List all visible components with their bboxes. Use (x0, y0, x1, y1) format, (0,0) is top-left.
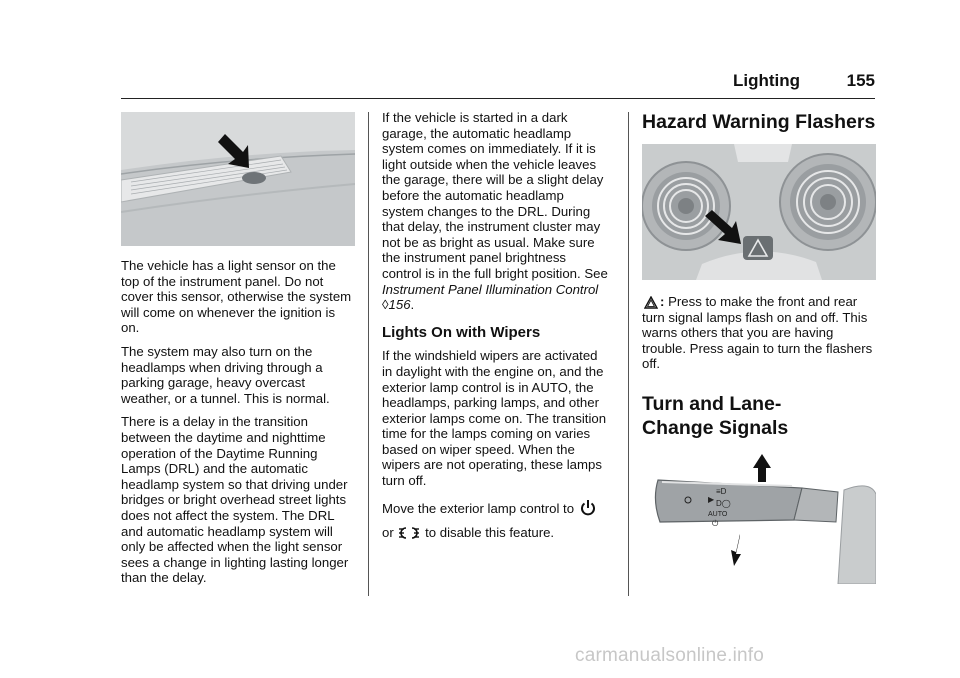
parking-lamps-icon (399, 526, 419, 540)
svg-text:▶: ▶ (708, 494, 715, 504)
page-number: 155 (846, 71, 875, 90)
hazard-button-figure (642, 144, 876, 280)
paragraph (382, 497, 608, 545)
paragraph-text: If the vehicle is started in a dark garage, the automatic headlamp system comes on immediately. If it is light outside when the vehicle leaves the garage, there will be a slight delay before the automatic headlamp system changes to the DRL. During that delay, the instrument cluster may not be as bright as usual. Make sure the instrument panel brightness control is in the full bright position. See (382, 110, 608, 281)
paragraph-text: Press to make the front and rear turn signal lamps flash on and off. This warns others that you are having trouble. Press again to turn the flashers off. (642, 294, 873, 372)
svg-text:≡D: ≡D (716, 486, 727, 496)
paragraph-text: to disable this feature. (425, 524, 555, 540)
column-divider (368, 112, 369, 596)
column-divider (628, 112, 629, 596)
column-2 (382, 110, 608, 553)
turn-signal-lever-figure (642, 450, 876, 584)
section-heading: Lights On with Wipers (382, 323, 541, 341)
header-title: Lighting (732, 71, 800, 90)
cross-reference-link[interactable]: Instrument Panel Illumination Control (382, 281, 599, 297)
paragraph-text: or (382, 524, 394, 540)
paragraph (642, 294, 876, 372)
watermark: carmanualsonline.info (575, 645, 765, 666)
auto-label: AUTO (708, 510, 728, 518)
paragraph: If the windshield wipers are activated in daylight with the engine on, and the exterior lamp control is in AUTO, the headlamps, parking lamps, and other exterior lamps come on. The transition time for the lamps coming on varies based on wiper speed. When the wipers are not operating, these lamps turn off. (382, 348, 607, 489)
header-rule (121, 98, 875, 99)
hazard-triangle-icon (644, 296, 658, 309)
paragraph: The system may also turn on the headlamps when driving through a parking garage, heavy overcast weather, or a tunnel. This is normal. (121, 343, 330, 406)
power-icon (580, 499, 596, 516)
svg-text:⏻: ⏻ (712, 518, 719, 528)
column-1 (121, 112, 355, 594)
period: . (410, 297, 415, 313)
column-3 (642, 110, 876, 584)
svg-text:D◯: D◯ (716, 498, 731, 508)
paragraph: There is a delay in the transition between the daytime and nighttime operation of the Daytime Running Lamps (DRL) and the automatic headlamp system so that driving under bridges or bright overhead street lights does not affect the system. The DRL and automatic headlamp system will only be affected when the light sensor sees a change in lighting lasting longer than the delay. (121, 414, 349, 586)
arrow-icon (731, 534, 741, 566)
paragraph: The vehicle has a light sensor on the top of the instrument panel. Do not cover this sensor, otherwise the system will come on whenever the ignition is on. (121, 258, 352, 336)
light-sensor-figure (121, 112, 355, 246)
hazard-label: : (660, 294, 665, 309)
paragraph (382, 110, 608, 313)
page-ref-symbol: ◊ (382, 297, 389, 313)
paragraph-text: Move the exterior lamp control to (382, 500, 575, 516)
arrow-icon (753, 454, 771, 482)
section-heading: Turn and Lane-Change Signals (642, 392, 789, 439)
cross-reference-page[interactable]: 156 (388, 297, 411, 313)
section-heading: Hazard Warning Flashers (642, 111, 876, 133)
